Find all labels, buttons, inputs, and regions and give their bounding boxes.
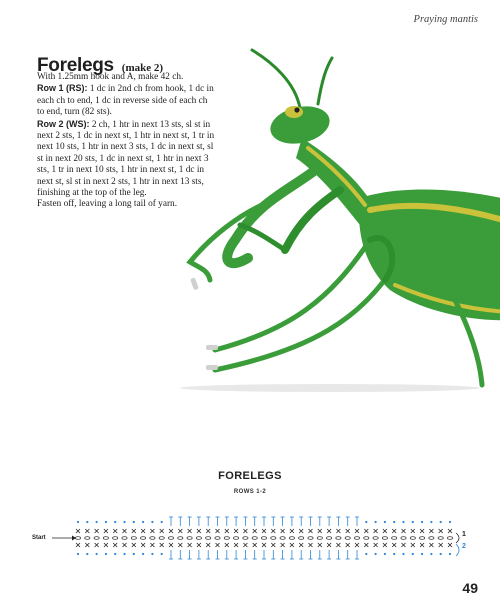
row-1-dc-stitch [113,529,117,533]
chain-stitch [150,537,155,540]
leg-tip [206,345,218,350]
chain-stitch [420,537,425,540]
row-1-dc-stitch [374,543,378,547]
row-1-dc-stitch [364,529,368,533]
chain-stitch [280,537,285,540]
mid-leg-1 [215,240,370,350]
chain-stitch [252,537,257,540]
row-1-dc-stitch [402,543,406,547]
row-2-slip-stitch [393,521,395,523]
row-2-slip-stitch [365,521,367,523]
chain-stitch [196,537,201,540]
foreleg-back-tibia [240,225,285,250]
row-1-dc-stitch [76,529,80,533]
chain-stitch [299,537,304,540]
row-1-dc-stitch [299,529,303,533]
row-1-dc-stitch [253,543,257,547]
chain-stitch [345,537,350,540]
row-1-dc-stitch [448,543,452,547]
row-1-dc-stitch [225,529,229,533]
row-1-dc-stitch [355,543,359,547]
row-1-dc-stitch [234,543,238,547]
leg-tip [190,277,199,290]
row-1-dc-stitch [234,529,238,533]
row-2-slip-stitch [142,521,144,523]
chain-stitch [103,537,108,540]
chain-stitch [113,537,118,540]
row-1-dc-stitch [383,543,387,547]
row-2-slip-stitch [114,553,116,555]
row-1-dc-stitch [169,529,173,533]
row-2-slip-stitch [402,521,404,523]
row-1-dc-stitch [439,529,443,533]
row-1-dc-stitch [327,529,331,533]
row-1-dc-stitch [290,529,294,533]
row-2-slip-stitch [161,553,163,555]
chain-stitch [85,537,90,540]
row-1-dc-stitch [309,543,313,547]
leg-tip [206,365,218,370]
crochet-diagram [0,500,500,575]
title-subtitle: (make 2) [121,62,164,74]
chain-stitch [429,537,434,540]
chain-stitch [187,537,192,540]
row-1-dc-stitch [420,543,424,547]
row-1-dc-stitch [104,529,108,533]
row-1-dc-stitch [411,543,415,547]
row-1-dc-stitch [206,529,210,533]
row-1-dc-stitch [346,529,350,533]
row-2-slip-stitch [77,521,79,523]
row-1-dc-stitch [85,543,89,547]
chain-stitch [308,537,313,540]
row-2-slip-stitch [430,521,432,523]
row-1-dc-stitch [160,543,164,547]
row-1-dc-stitch [420,529,424,533]
row-1-dc-stitch [429,529,433,533]
mid-leg-2 [215,265,395,370]
chain-stitch [261,537,266,540]
chain-stitch [141,537,146,540]
row-1-dc-stitch [206,543,210,547]
row-1-dc-stitch [178,529,182,533]
row-1-dc-stitch [113,543,117,547]
row-2-slip-stitch [96,521,98,523]
chain-stitch [336,537,341,540]
row-2-slip-stitch [105,521,107,523]
row-1-dc-stitch [243,529,247,533]
row-1-dc-stitch [132,529,136,533]
row-2-slip-stitch [86,521,88,523]
pattern-fasten-off: Fasten off, leaving a long tail of yarn. [37,199,178,210]
row-1-dc-stitch [216,543,220,547]
row-1-dc-stitch [327,543,331,547]
row-1-dc-stitch [141,543,145,547]
chain-stitch [159,537,164,540]
row-2-slip-stitch [86,553,88,555]
row-1-dc-stitch [123,529,127,533]
row-1-dc-stitch [402,529,406,533]
row-2-slip-stitch [449,521,451,523]
chain-stitch [364,537,369,540]
row-2-slip-stitch [133,553,135,555]
chain-stitch [94,537,99,540]
chain-stitch [410,537,415,540]
row-1-dc-stitch [271,543,275,547]
row-1-dc-stitch [141,529,145,533]
row-1-label: Row 1 (RS): [37,83,88,94]
row-2-slip-stitch [440,553,442,555]
row-1-dc-stitch [262,543,266,547]
chain-stitch [373,537,378,540]
chain-stitch [401,537,406,540]
row-1-dc-stitch [299,543,303,547]
row-2-slip-stitch [430,553,432,555]
row-2-slip-stitch [375,553,377,555]
row-2-slip-stitch [375,521,377,523]
row-1-dc-stitch [290,543,294,547]
row-2-slip-stitch [123,553,125,555]
row-1-dc-stitch [429,543,433,547]
chart-subtitle: ROWS 1-2 [233,489,267,495]
row-1-dc-stitch [188,529,192,533]
row-1-dc-stitch [281,543,285,547]
chain-stitch [392,537,397,540]
row-2-slip-stitch [151,553,153,555]
mantis-eye [285,106,303,118]
row-1-text: 1 dc in 2nd ch from hook, 1 dc in each ch to end, 1 dc in reverse side of each ch to end, turn (82 sts). [37,84,214,118]
row-2-slip-stitch [114,521,116,523]
row-1-dc-stitch [76,543,80,547]
row-2-slip-stitch [412,521,414,523]
pattern-intro: With 1.25mm hook and A, make 42 ch. [37,72,184,82]
chart-title: FORELEGS [218,470,282,482]
title-main: Forelegs [37,55,114,76]
row-1-dc-stitch [169,543,173,547]
row-1-dc-stitch [150,543,154,547]
row-number-2: 2 [462,543,466,550]
row-1-dc-stitch [392,529,396,533]
row-1-dc-stitch [85,529,89,533]
row-2-slip-stitch [133,521,135,523]
chain-stitch [447,537,452,540]
chain-stitch [206,537,211,540]
chain-stitch [224,537,229,540]
row-1-dc-stitch [188,543,192,547]
row-1-dc-stitch [150,529,154,533]
row-1-dc-stitch [383,529,387,533]
row-2-slip-stitch [402,553,404,555]
row-2-text: 2 ch, 1 htr in next 13 sts, sl st in next 2 sts, 1 dc in next st, 1 htr in next st, 1 tr in next 10 sts, 1 htr in next 3 sts, 1 dc in next st, sl st in next 20 sts, 1 dc in next st, 1 htr in next 3 sts, 1 tr in next 10 sts, 1 htr in next st, 1 dc in next st, sl st in next 2 sts, 1 htr in next 13 sts, finishing at the top of the leg. [37,119,215,199]
row-1-dc-stitch [216,529,220,533]
row-2-slip-stitch [161,521,163,523]
chain-stitch [168,537,173,540]
row-1-dc-stitch [225,543,229,547]
shadow [180,384,480,392]
row-1-dc-stitch [346,543,350,547]
chain-stitch [122,537,127,540]
chain-stitch [438,537,443,540]
row-1-dc-stitch [336,543,340,547]
row-1-dc-stitch [253,529,257,533]
row-1-dc-stitch [448,529,452,533]
row-2-slip-stitch [393,553,395,555]
row-2-slip-stitch [440,521,442,523]
row-1-dc-stitch [243,543,247,547]
row-1-dc-stitch [197,543,201,547]
row-2-slip-stitch [449,553,451,555]
chain-stitch [289,537,294,540]
row-2-slip-stitch [96,553,98,555]
chain-stitch [327,537,332,540]
page-number: 49 [462,580,478,596]
chain-stitch [354,537,359,540]
row-1-dc-stitch [281,529,285,533]
row-1-dc-stitch [355,529,359,533]
chain-stitch [75,537,80,540]
row-2-slip-stitch [421,521,423,523]
chain-stitch [271,537,276,540]
turn-arrow-row-1 [456,533,459,543]
chain-stitch [317,537,322,540]
chain-stitch [178,537,183,540]
row-1-dc-stitch [95,543,99,547]
row-1-dc-stitch [411,529,415,533]
row-1-dc-stitch [262,529,266,533]
chart-start-label: Start [32,535,46,541]
row-2-slip-stitch [421,553,423,555]
row-1-dc-stitch [374,529,378,533]
running-header: Praying mantis [413,14,478,25]
row-number-1: 1 [462,531,466,538]
row-1-dc-stitch [178,543,182,547]
row-1-dc-stitch [309,529,313,533]
antenna-right [318,58,332,104]
row-1-dc-stitch [132,543,136,547]
row-1-dc-stitch [123,543,127,547]
row-2-slip-stitch [123,521,125,523]
row-1-dc-stitch [364,543,368,547]
turn-arrow-row-2 [456,544,459,556]
row-1-dc-stitch [392,543,396,547]
chain-stitch [215,537,220,540]
chain-stitch [382,537,387,540]
row-1-dc-stitch [95,529,99,533]
chain-stitch [234,537,239,540]
row-1-dc-stitch [439,543,443,547]
chain-stitch [243,537,248,540]
foreleg-back [285,190,340,250]
row-1-dc-stitch [197,529,201,533]
row-2-slip-stitch [142,553,144,555]
row-1-dc-stitch [336,529,340,533]
row-2-slip-stitch [384,521,386,523]
row-1-dc-stitch [318,529,322,533]
row-2-slip-stitch [412,553,414,555]
row-2-label: Row 2 (WS): [37,118,90,129]
row-2-slip-stitch [151,521,153,523]
chain-stitch [131,537,136,540]
row-2-slip-stitch [77,553,79,555]
mantis-photo [170,38,500,398]
antenna-left [252,50,300,108]
row-1-dc-stitch [318,543,322,547]
row-2-slip-stitch [365,553,367,555]
row-1-dc-stitch [104,543,108,547]
row-2-slip-stitch [384,553,386,555]
mantis-eye-pupil [294,107,299,112]
row-1-dc-stitch [160,529,164,533]
row-2-slip-stitch [105,553,107,555]
row-1-dc-stitch [271,529,275,533]
